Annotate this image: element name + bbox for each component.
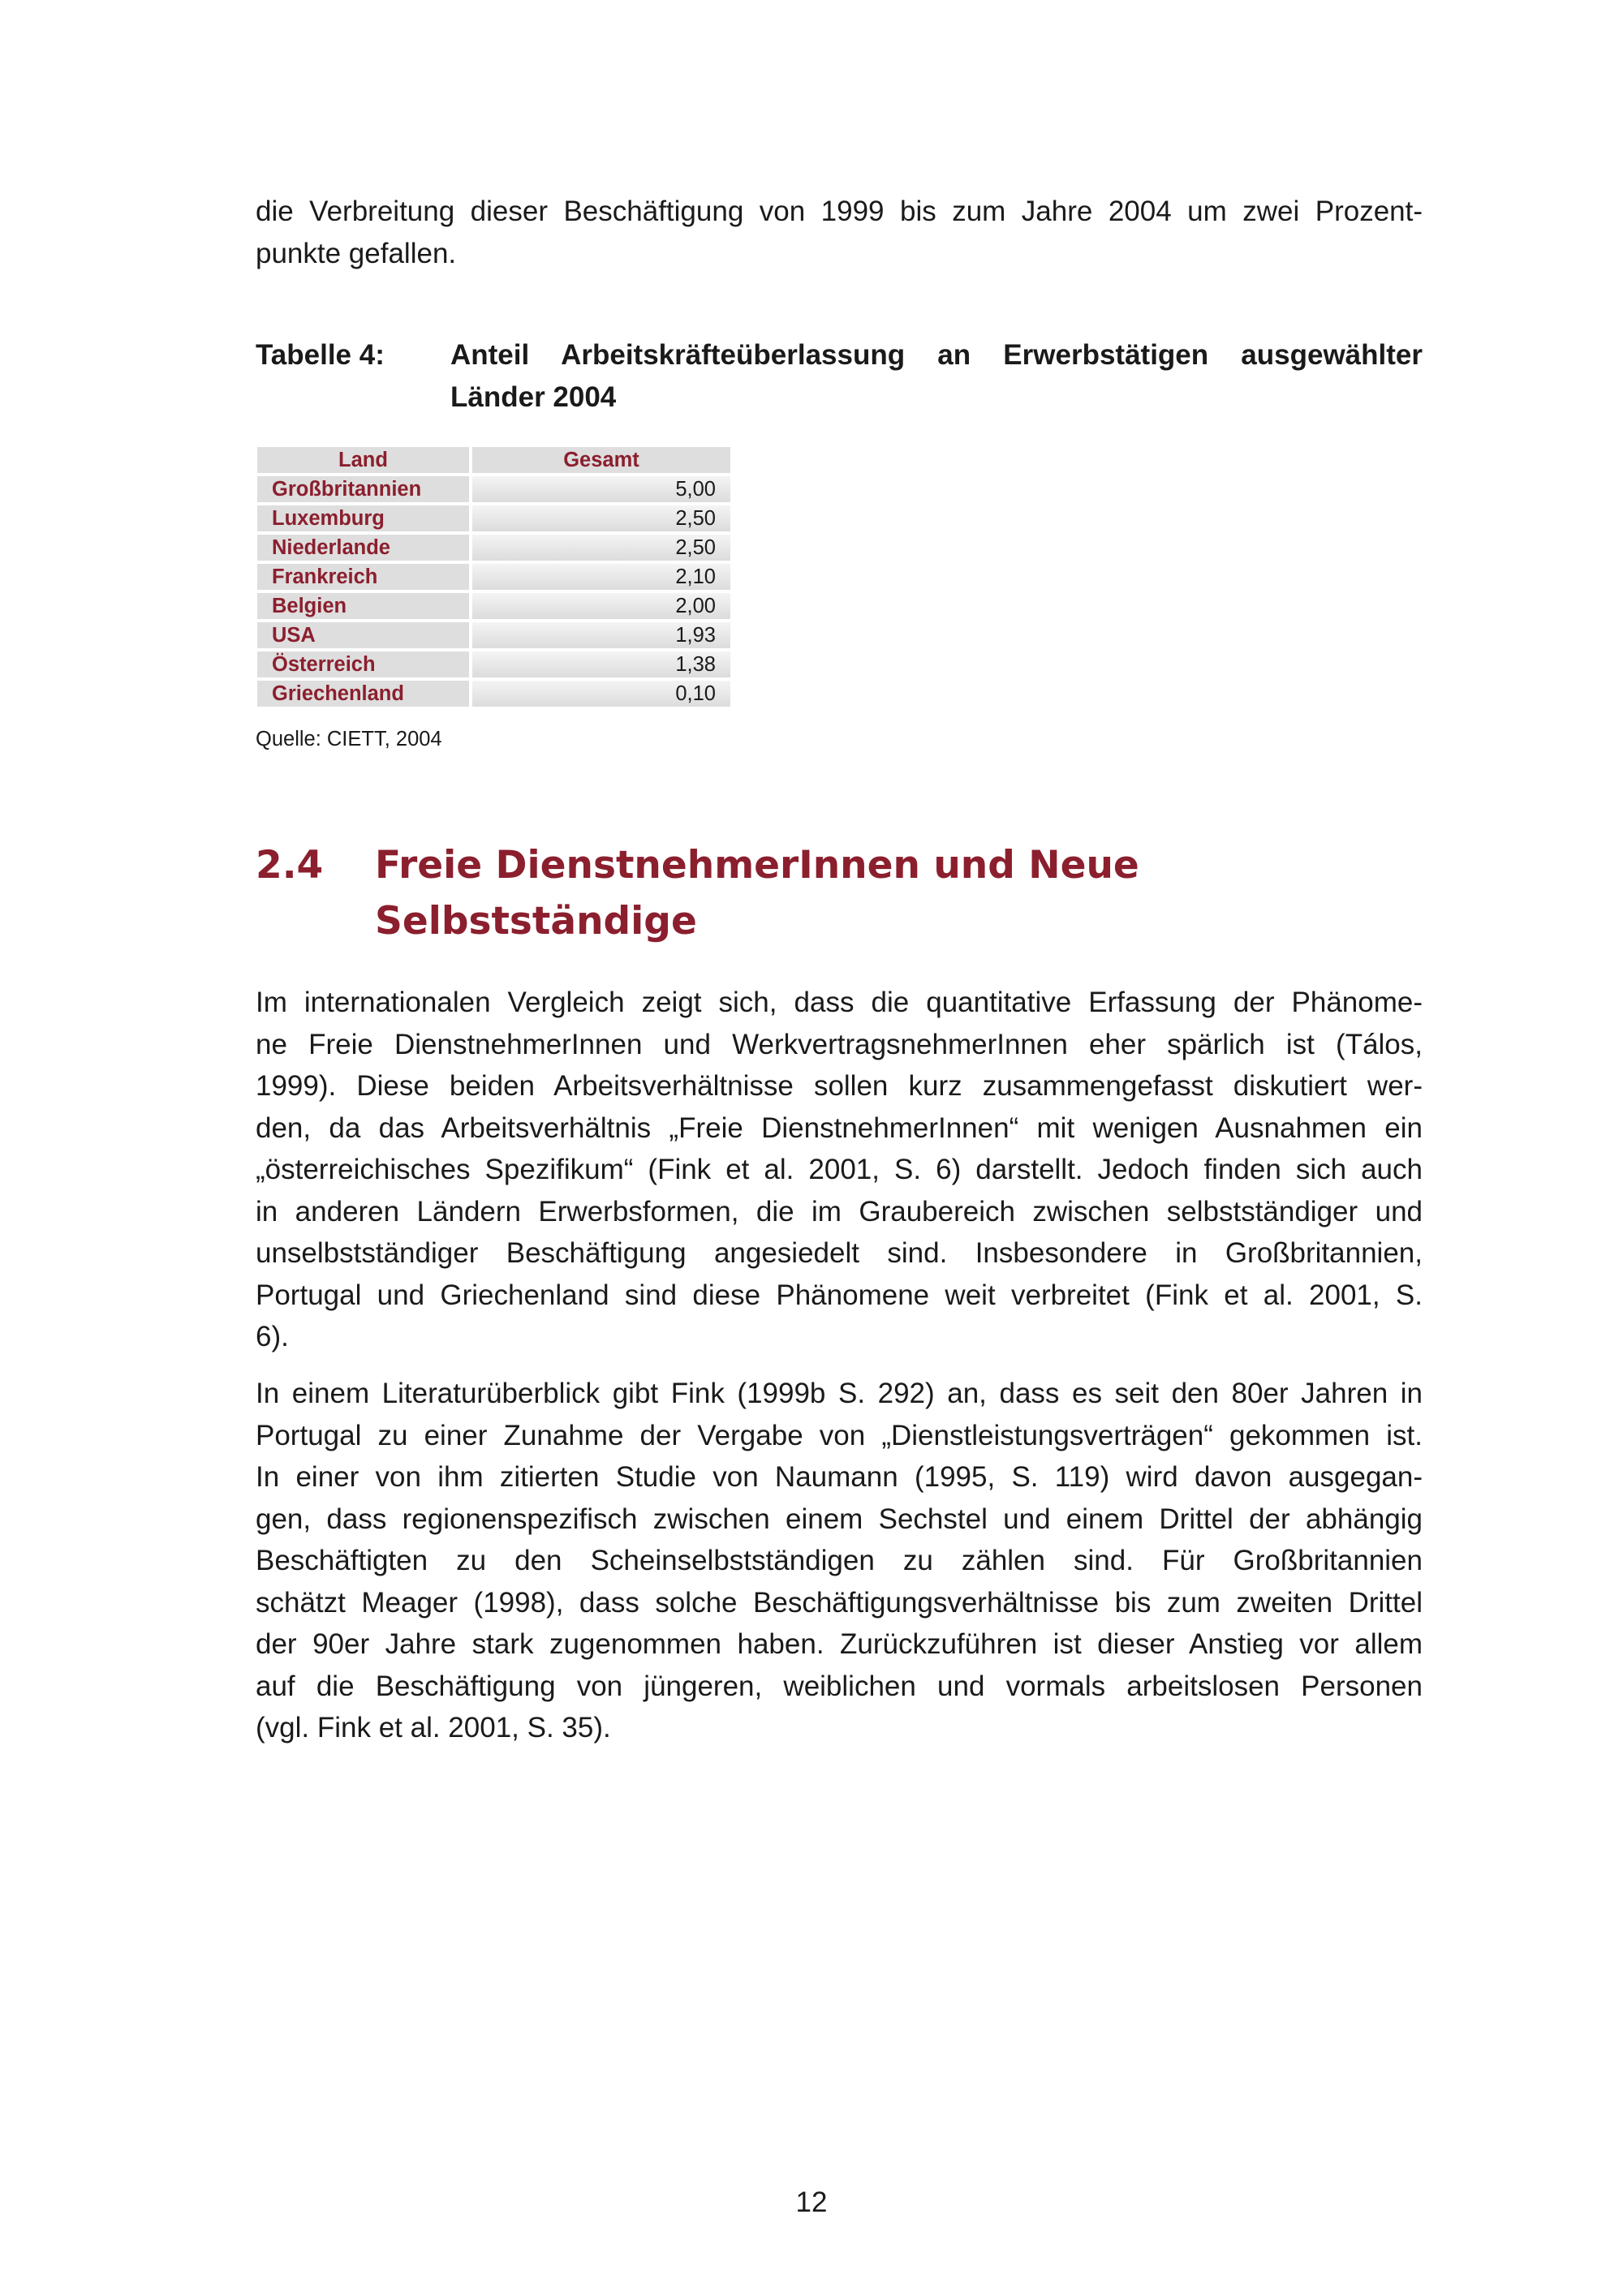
text-line: 1999). Diese beiden Arbeitsverhältnisse sollen kurz zusammengefasst diskutiert wer-	[256, 1070, 1423, 1102]
table-row	[257, 681, 730, 707]
text-line: in anderen Ländern Erwerbsformen, die im Graubereich zwischen selbstständiger und	[256, 1195, 1423, 1228]
cell-gesamt: 5,00	[472, 476, 730, 502]
cell-land: Luxemburg	[257, 505, 469, 531]
text-line: Anteil Arbeitskräfteüberlassung an Erwerbstätigen ausgewählter	[450, 339, 1423, 371]
text-line: gen, dass regionenspezifisch zwischen einem Sechstel und einem Drittel der abhängig	[256, 1503, 1423, 1535]
column-header-gesamt: Gesamt	[472, 447, 730, 473]
text-line: unselbstständiger Beschäftigung angesiedelt sind. Insbesondere in Großbritannien,	[256, 1237, 1423, 1269]
text-line: (vgl. Fink et al. 2001, S. 35).	[256, 1712, 611, 1743]
text-line: die Verbreitung dieser Beschäftigung von 1999 bis zum Jahre 2004 um zwei Prozent-	[256, 196, 1423, 227]
body-paragraph-2	[256, 1373, 1423, 1749]
cell-land: USA	[257, 622, 469, 648]
table-row	[257, 651, 730, 677]
section-title-line: Selbstständige	[375, 899, 697, 944]
text-line: 6).	[256, 1321, 289, 1352]
cell-land: Großbritannien	[257, 476, 469, 502]
table-row	[257, 622, 730, 648]
cell-land: Österreich	[257, 651, 469, 677]
table-row	[257, 505, 730, 531]
column-header-land: Land	[257, 447, 469, 473]
text-line: den, da das Arbeitsverhältnis „Freie DienstnehmerInnen“ mit wenigen Ausnahmen ein	[256, 1111, 1423, 1144]
cell-gesamt: 2,10	[472, 564, 730, 590]
text-line: In einem Literaturüberblick gibt Fink (1999b S. 292) an, dass es seit den 80er Jahren in	[256, 1378, 1423, 1409]
table-caption-label: Tabelle 4:	[256, 339, 385, 371]
intro-paragraph	[256, 191, 1423, 274]
text-line: Portugal und Griechenland sind diese Phänomene weit verbreitet (Fink et al. 2001, S.	[256, 1279, 1423, 1311]
text-line: Im internationalen Vergleich zeigt sich, dass die quantitative Erfassung der Phänome-	[256, 987, 1423, 1018]
table-row	[257, 593, 730, 619]
text-line: „österreichisches Spezifikum“ (Fink et al. 2001, S. 6) darstellt. Jedoch finden sich auch	[256, 1154, 1423, 1185]
cell-land: Niederlande	[257, 535, 469, 561]
text-line: auf die Beschäftigung von jüngeren, weiblichen und vormals arbeitslosen Personen	[256, 1670, 1423, 1702]
section-title-line: Freie DienstnehmerInnen und Neue	[375, 843, 1139, 888]
cell-gesamt: 1,38	[472, 651, 730, 677]
body-paragraph-1	[256, 982, 1423, 1358]
cell-gesamt: 2,00	[472, 593, 730, 619]
page-number: 12	[795, 2186, 828, 2218]
cell-gesamt: 1,93	[472, 622, 730, 648]
text-line: schätzt Meager (1998), dass solche Beschäftigungsverhältnisse bis zum zweiten Drittel	[256, 1586, 1423, 1619]
text-line: Portugal zu einer Zunahme der Vergabe von „Dienstleistungsverträgen“ gekommen ist.	[256, 1419, 1423, 1451]
table-source: Quelle: CIETT, 2004	[256, 728, 442, 750]
cell-gesamt: 2,50	[472, 535, 730, 561]
cell-land: Griechenland	[257, 681, 469, 707]
text-line: ne Freie DienstnehmerInnen und WerkvertragsnehmerInnen eher spärlich ist (Tálos,	[256, 1028, 1423, 1060]
cell-land: Frankreich	[257, 564, 469, 590]
table-caption-title	[450, 334, 1423, 418]
data-table	[254, 444, 734, 710]
table-row	[257, 535, 730, 561]
text-line: In einer von ihm zitierten Studie von Naumann (1995, S. 119) wird davon ausgegan-	[256, 1461, 1423, 1493]
section-number: 2.4	[256, 843, 324, 888]
cell-gesamt: 2,50	[472, 505, 730, 531]
text-line: Länder 2004	[450, 381, 617, 413]
table-header-row	[257, 447, 730, 473]
table-row	[257, 476, 730, 502]
cell-land: Belgien	[257, 593, 469, 619]
table-row	[257, 564, 730, 590]
text-line: Beschäftigten zu den Scheinselbstständigen zu zählen sind. Für Großbritannien	[256, 1545, 1423, 1576]
section-title	[375, 837, 1349, 949]
text-line: punkte gefallen.	[256, 237, 457, 269]
text-line: der 90er Jahre stark zugenommen haben. Zurückzuführen ist dieser Anstieg vor allem	[256, 1628, 1423, 1660]
cell-gesamt: 0,10	[472, 681, 730, 707]
